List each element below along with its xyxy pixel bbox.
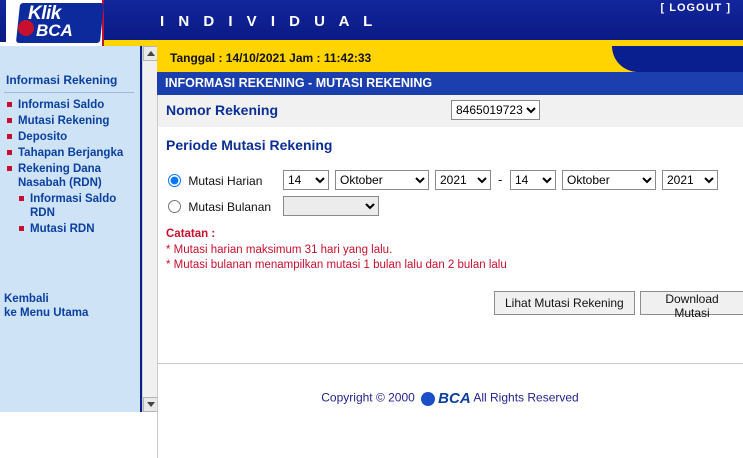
account-number-label: Nomor Rekening — [166, 102, 279, 118]
sidebar-item-label: Mutasi Rekening — [18, 115, 110, 127]
bullet-icon — [7, 134, 12, 139]
top-header-bar — [0, 0, 743, 42]
account-number-select[interactable] — [451, 100, 540, 120]
radio-harian-row[interactable] — [168, 173, 262, 188]
bullet-icon — [19, 196, 24, 201]
klikbca-logo[interactable] — [6, 0, 104, 46]
sidebar-footer[interactable] — [4, 292, 136, 320]
page-title: INFORMASI REKENING - MUTASI REKENING — [165, 76, 433, 90]
bullet-icon — [7, 150, 12, 155]
sidebar-item-label: Deposito — [18, 131, 68, 143]
tab-bar-curve — [612, 46, 743, 72]
sidebar-footer-line1: Kembali — [4, 293, 49, 305]
bullet-icon — [7, 102, 12, 107]
to-month-select[interactable] — [562, 170, 656, 190]
footer-brand: BCA — [438, 390, 471, 407]
radio-bulanan-row[interactable] — [168, 199, 271, 214]
sidebar-item-label: Informasi Saldo RDN — [30, 193, 117, 219]
sidebar-item-label: Tahapan Berjangka — [18, 147, 124, 159]
date-range-separator: - — [498, 172, 503, 187]
sidebar-item-label: Mutasi RDN — [30, 223, 95, 235]
radio-mutasi-harian[interactable] — [168, 174, 181, 187]
logo-text-bca: BCA — [36, 21, 73, 40]
sidebar-divider — [4, 92, 134, 93]
sidebar-item-rekening-dana-nasabah[interactable] — [6, 162, 136, 190]
scroll-up-icon[interactable] — [143, 46, 158, 61]
radio-mutasi-bulanan-label: Mutasi Bulanan — [188, 199, 272, 214]
section-label-individual: I N D I V I D U A L — [160, 13, 378, 30]
page-title-bar — [157, 72, 743, 95]
logo-text-klik: Klik — [28, 3, 61, 24]
bulanan-month-select[interactable] — [283, 196, 379, 216]
triangle-up-icon — [147, 51, 155, 56]
radio-mutasi-harian-label: Mutasi Harian — [188, 173, 263, 188]
page-footer — [157, 390, 743, 412]
download-mutasi-button[interactable]: Download Mutasi — [640, 291, 743, 315]
to-year-select[interactable] — [662, 170, 718, 190]
sidebar-item-label: Rekening Dana Nasabah (RDN) — [18, 163, 102, 189]
period-label: Periode Mutasi Rekening — [166, 137, 333, 153]
sidebar-item-deposito[interactable] — [6, 130, 136, 144]
from-year-select[interactable] — [435, 170, 491, 190]
sidebar-item-mutasi-rekening[interactable] — [6, 114, 136, 128]
scroll-down-icon[interactable] — [143, 397, 158, 412]
notes-line-1: * Mutasi harian maksimum 31 hari yang lalu. — [166, 244, 393, 256]
sidebar-title: Informasi Rekening — [6, 73, 118, 87]
sidebar-item-informasi-saldo[interactable] — [6, 98, 136, 112]
main-content — [157, 46, 743, 412]
triangle-down-icon — [147, 402, 155, 407]
sidebar-footer-line2: ke Menu Utama — [4, 307, 89, 319]
sidebar-item-mutasi-rdn[interactable] — [6, 222, 136, 236]
sidebar-menu — [6, 98, 136, 238]
sidebar — [0, 46, 142, 412]
bullet-icon — [7, 118, 12, 123]
tab-bar — [157, 46, 743, 72]
to-day-select[interactable] — [510, 170, 556, 190]
bullet-icon — [19, 226, 24, 231]
footer-copyright: Copyright © 2000 — [321, 390, 415, 405]
sidebar-item-informasi-saldo-rdn[interactable] — [6, 192, 136, 220]
bullet-icon — [7, 166, 12, 171]
from-day-select[interactable] — [283, 170, 329, 190]
form-panel — [157, 95, 743, 363]
notes-title: Catatan : — [166, 228, 216, 240]
globe-icon — [421, 392, 435, 406]
footer-rights: All Rights Reserved — [473, 390, 579, 405]
radio-mutasi-bulanan[interactable] — [168, 200, 181, 213]
sidebar-scrollbar[interactable] — [142, 46, 158, 412]
view-mutasi-button[interactable]: Lihat Mutasi Rekening — [494, 291, 635, 315]
sidebar-item-tahapan-berjangka[interactable] — [6, 146, 136, 160]
from-month-select[interactable] — [335, 170, 429, 190]
notes-line-2: * Mutasi bulanan menampilkan mutasi 1 bulan lalu dan 2 bulan lalu — [166, 259, 507, 271]
footer-content — [321, 390, 578, 407]
timestamp-label: Tanggal : 14/10/2021 Jam : 11:42:33 — [170, 51, 372, 65]
panel-bottom-divider — [158, 363, 743, 364]
sidebar-item-label: Informasi Saldo — [18, 99, 105, 111]
logout-link[interactable]: [ LOGOUT ] — [660, 2, 731, 14]
